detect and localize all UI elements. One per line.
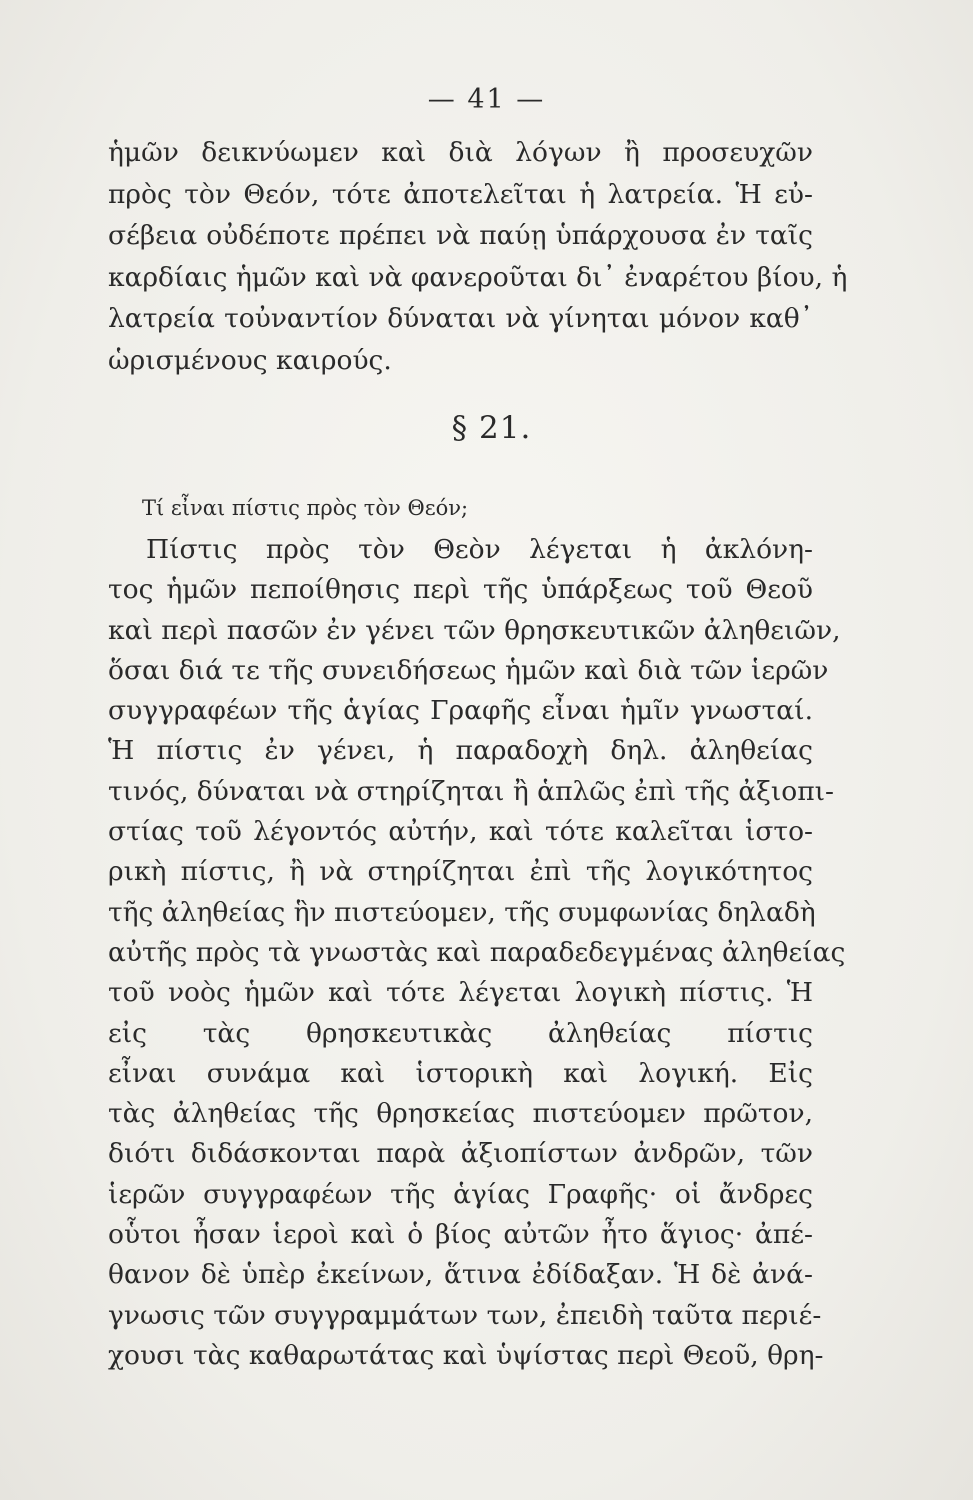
text-line: ὅσαι διά τε τῆς συνειδήσεως ἡμῶν καὶ διὰ τῶν ἱερῶν: [108, 654, 829, 686]
text-line: σέβεια οὐδέποτε πρέπει νὰ παύῃ ὑπάρχουσα ἐν ταῖς: [108, 220, 813, 251]
question-heading: Τί εἶναι πίστις πρὸς τὸν Θεόν;: [142, 496, 469, 520]
text-line: συγγραφέων τῆς ἁγίας Γραφῆς εἶναι ἡμῖν γνωσταί.: [108, 695, 813, 727]
text-line: εἰς τὰς θρησκευτικὰς ἀληθείας πίστις: [108, 1017, 813, 1049]
text-line: πρὸς τὸν Θεόν, τότε ἀποτελεῖται ἡ λατρεία. Ἡ εὐ-: [108, 178, 813, 210]
page-number: — 41 —: [427, 84, 546, 115]
text-line: λατρεία τοὐναντίον δύναται νὰ γίνηται μόνον καθ᾽: [108, 303, 813, 334]
text-line: αὐτῆς πρὸς τὰ γνωστὰς καὶ παραδεδεγμένας ἀληθείας: [108, 936, 846, 968]
text-line: τὰς ἀληθείας τῆς θρησκείας πιστεύομεν πρῶτον,: [108, 1098, 813, 1130]
text-line: ρικὴ πίστις, ἢ νὰ στηρίζηται ἐπὶ τῆς λογικότητος: [108, 856, 813, 888]
text-line: τος ἡμῶν πεποίθησις περὶ τῆς ὑπάρξεως τοῦ Θεοῦ: [108, 574, 813, 606]
text-line: καὶ περὶ πασῶν ἐν γένει τῶν θρησκευτικῶν ἀληθειῶν,: [108, 614, 841, 646]
text-line: ἱερῶν συγγραφέων τῆς ἁγίας Γραφῆς· οἱ ἄνδρες: [108, 1178, 813, 1210]
paragraph-2: [108, 530, 846, 1376]
text-line: τινός, δύναται νὰ στηρίζηται ἢ ἁπλῶς ἐπὶ τῆς ἀξιοπι-: [108, 775, 835, 807]
text-line: ἡμῶν δεικνύωμεν καὶ διὰ λόγων ἢ προσευχῶν: [108, 137, 813, 168]
text-line: Ἡ πίστις ἐν γένει, ἡ παραδοχὴ δηλ. ἀληθείας: [108, 735, 813, 767]
text-line: καρδίαις ἡμῶν καὶ νὰ φανεροῦται δι᾽ ἐναρέτου βίου, ἡ: [108, 261, 848, 293]
paragraph-1: [108, 132, 848, 381]
text-line: διότι διδάσκονται παρὰ ἀξιοπίστων ἀνδρῶν, τῶν: [108, 1138, 813, 1170]
text-line: θανον δὲ ὑπὲρ ἐκείνων, ἅτινα ἐδίδαξαν. Ἡ δὲ ἀνά-: [108, 1259, 813, 1291]
text-line: εἶναι συνάμα καὶ ἱστορικὴ καὶ λογική. Εἰς: [108, 1057, 813, 1089]
text-line: τῆς ἀληθείας ἣν πιστεύομεν, τῆς συμφωνίας δηλαδὴ: [108, 896, 816, 928]
text-line: ὡρισμένους καιρούς.: [108, 344, 392, 376]
section-heading: § 21.: [451, 410, 532, 446]
text-line: γνωσις τῶν συγγραμμάτων των, ἐπειδὴ ταῦτα περιέ-: [108, 1299, 822, 1331]
text-line: χουσι τὰς καθαρωτάτας καὶ ὑψίστας περὶ Θεοῦ, θρη-: [108, 1339, 824, 1371]
text-line: Πίστις πρὸς τὸν Θεὸν λέγεται ἡ ἀκλόνη-: [146, 534, 813, 565]
text-line: στίας τοῦ λέγοντός αὐτήν, καὶ τότε καλεῖται ἱστο-: [108, 816, 813, 848]
text-line: οὗτοι ἦσαν ἱεροὶ καὶ ὁ βίος αὐτῶν ἦτο ἅγιος· ἀπέ-: [108, 1219, 813, 1251]
text-line: τοῦ νοὸς ἡμῶν καὶ τότε λέγεται λογικὴ πίστις. Ἡ: [108, 977, 813, 1009]
